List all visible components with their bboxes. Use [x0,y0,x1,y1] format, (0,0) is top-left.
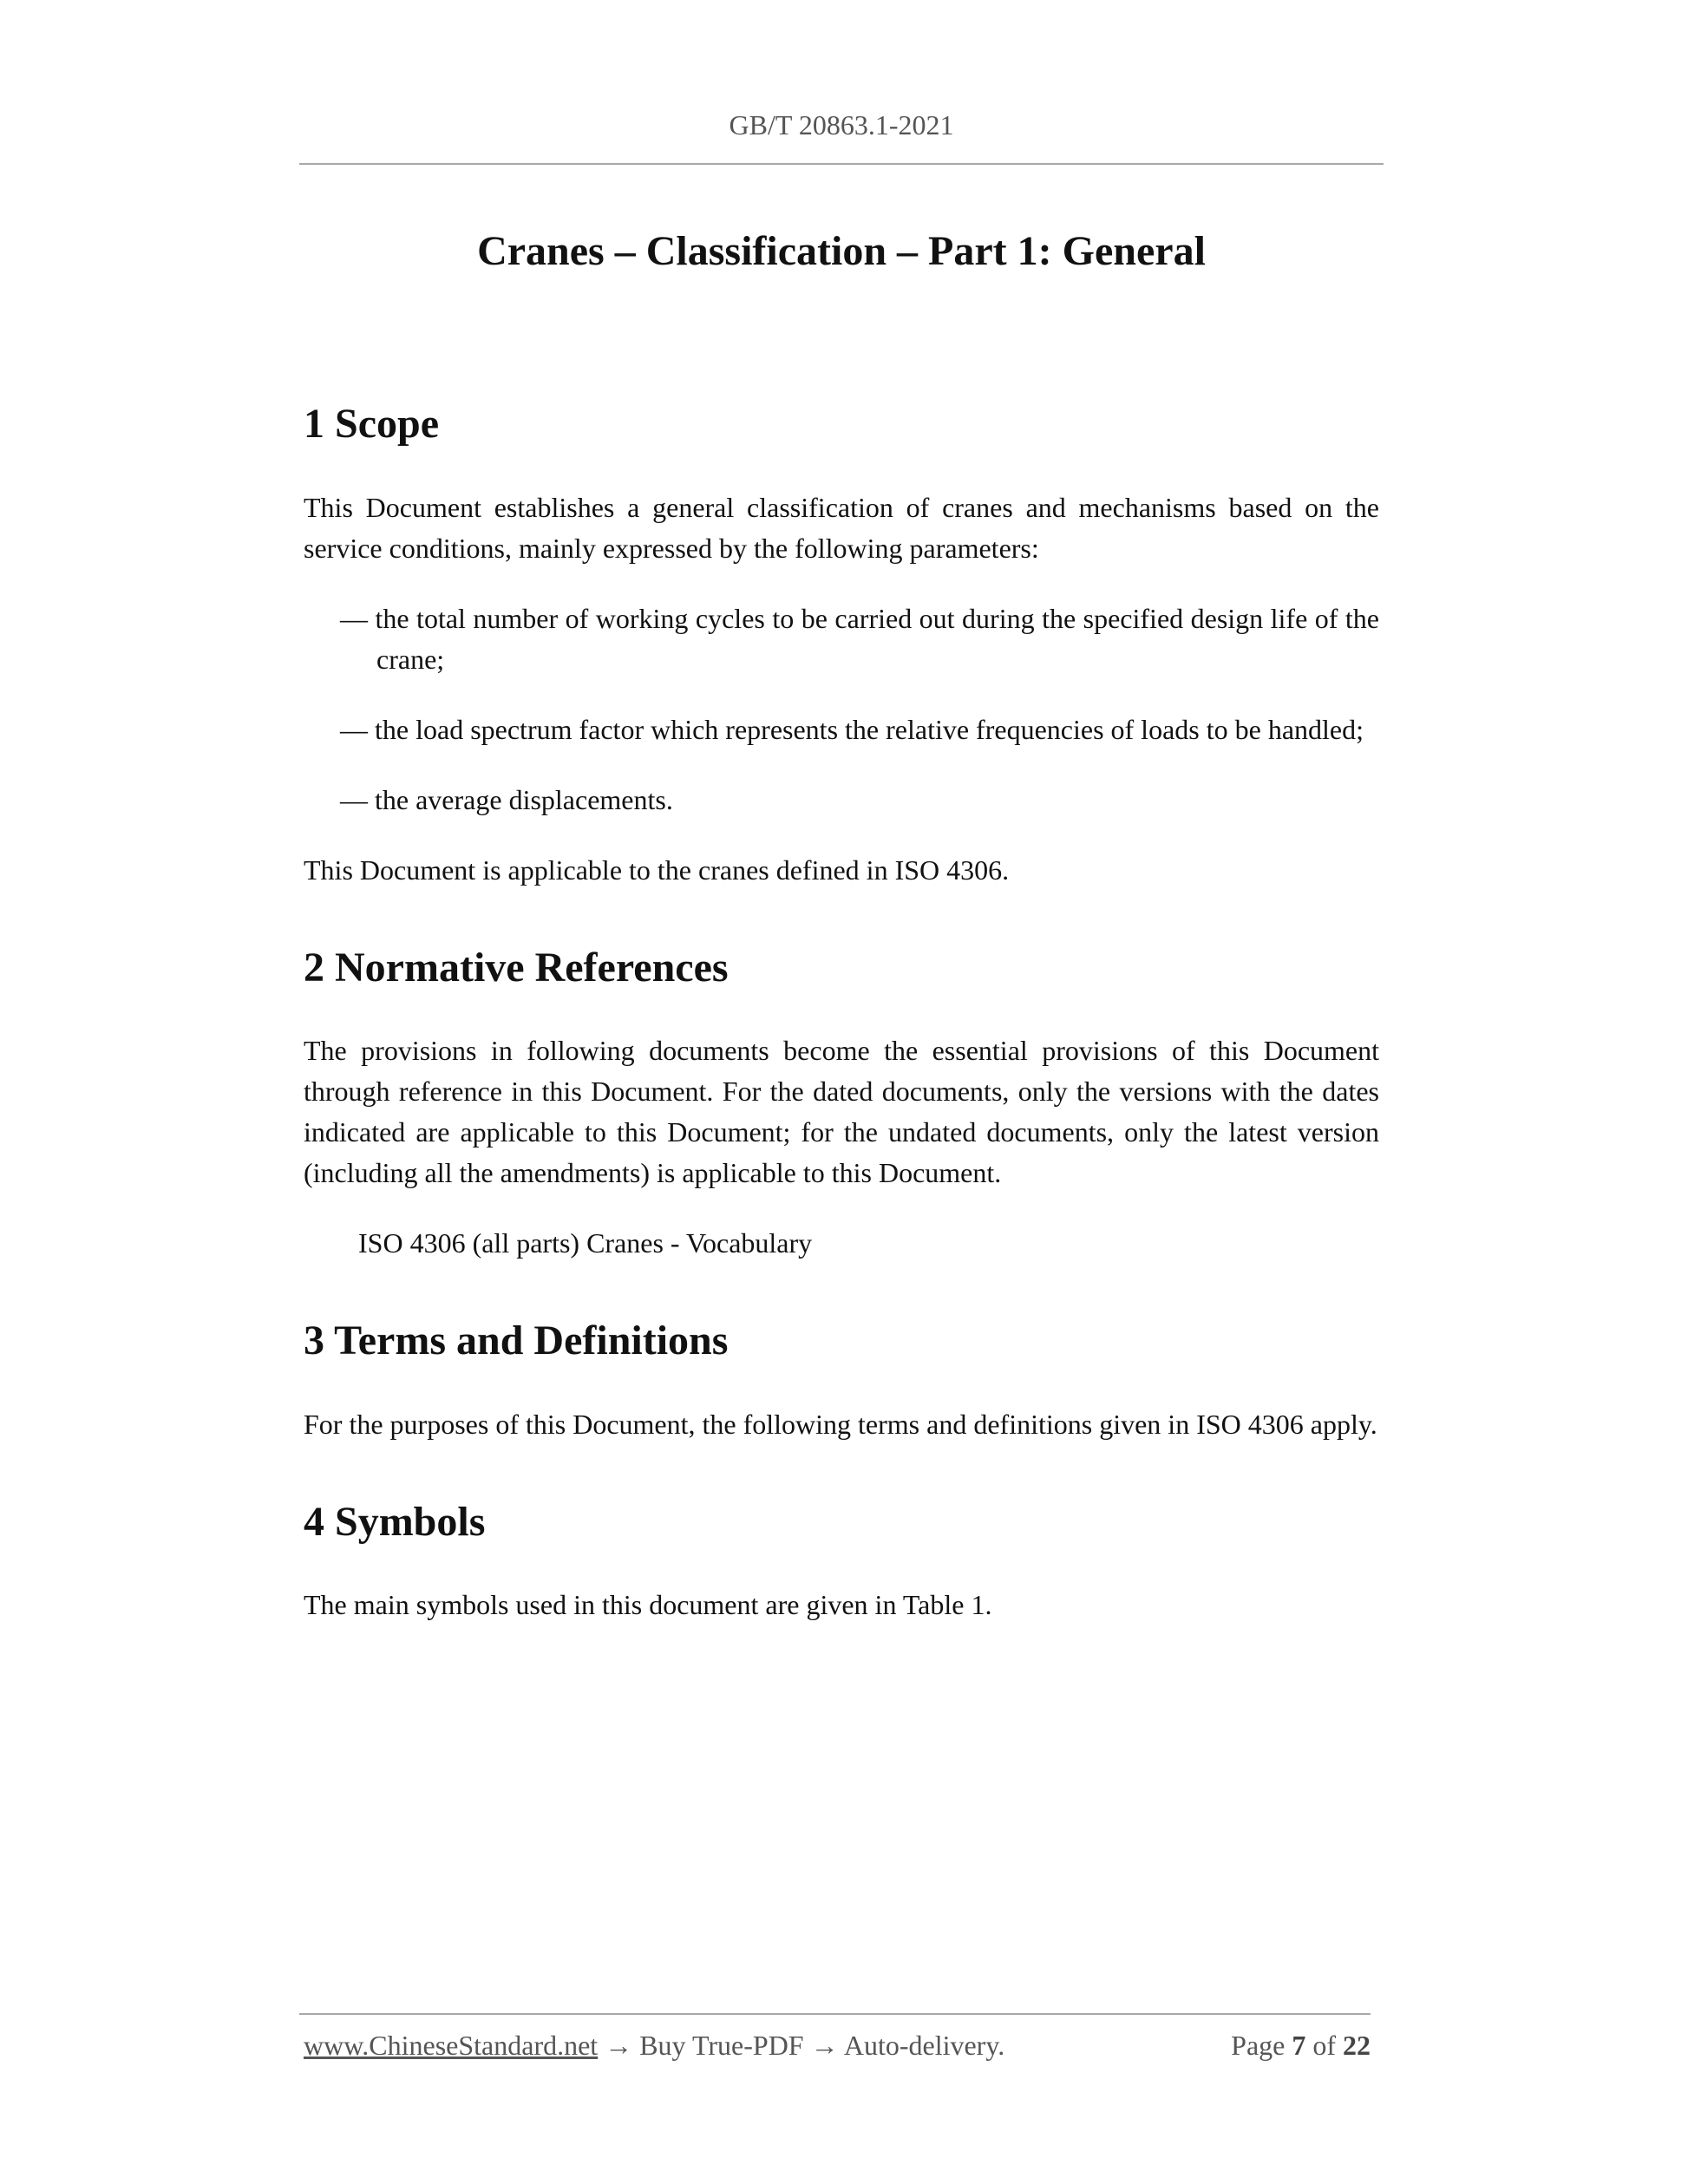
scope-bullet-load-spectrum: — the load spectrum factor which represents the relative frequencies of loads to be handled; [340,713,1364,745]
document-body [304,399,1379,1625]
section-heading-scope: 1 Scope [304,401,439,447]
page-current: 7 [1292,2030,1306,2061]
footer-promo [304,2030,1004,2062]
header-divider [299,163,1384,165]
document-title: Cranes – Classification – Part 1: General [477,228,1206,274]
arrow-right-icon: → [605,2030,633,2061]
page-total: 22 [1343,2030,1371,2061]
website-link[interactable]: www.ChineseStandard.net [304,2030,599,2061]
footer-divider [299,2013,1371,2015]
normative-reference-entry: ISO 4306 (all parts) Cranes - Vocabulary [358,1227,813,1259]
arrow-right-icon: → [810,2030,839,2061]
scope-bullet-cycles: — the total number of working cycles to be carried out during the specified design life of the crane; [340,602,1379,675]
section-heading-normative-references: 2 Normative References [304,944,729,991]
scope-applicability: This Document is applicable to the cranes defined in ISO 4306. [304,853,1010,886]
page-label: Page [1231,2030,1286,2061]
scope-bullet-displacements: — the average displacements. [340,783,673,815]
normative-references-text: The provisions in following documents become the essential provisions of this Document through reference in this Document. For the dated documents, only the versions with the dates indicated are applicable to this Document; for the undated documents, only the latest version (including all the amendments) is applicable to this Document. [304,1035,1379,1189]
page-number [1231,2030,1371,2062]
page-of-label: of [1312,2030,1336,2061]
page-footer [304,2030,1371,2062]
section-heading-terms-definitions: 3 Terms and Definitions [304,1318,729,1364]
auto-delivery-text: Auto-delivery. [843,2030,1005,2061]
section-heading-symbols: 4 Symbols [304,1498,486,1545]
scope-intro: This Document establishes a general classification of cranes and mechanisms based on the service conditions, mainly expressed by the following parameters: [304,491,1379,564]
buy-pdf-text: Buy True-PDF [639,2030,804,2061]
terms-definitions-text: For the purposes of this Document, the following terms and definitions given in ISO 4306 apply. [304,1408,1377,1440]
symbols-text: The main symbols used in this document are given in Table 1. [304,1589,992,1621]
document-code-header: GB/T 20863.1-2021 [729,109,954,141]
